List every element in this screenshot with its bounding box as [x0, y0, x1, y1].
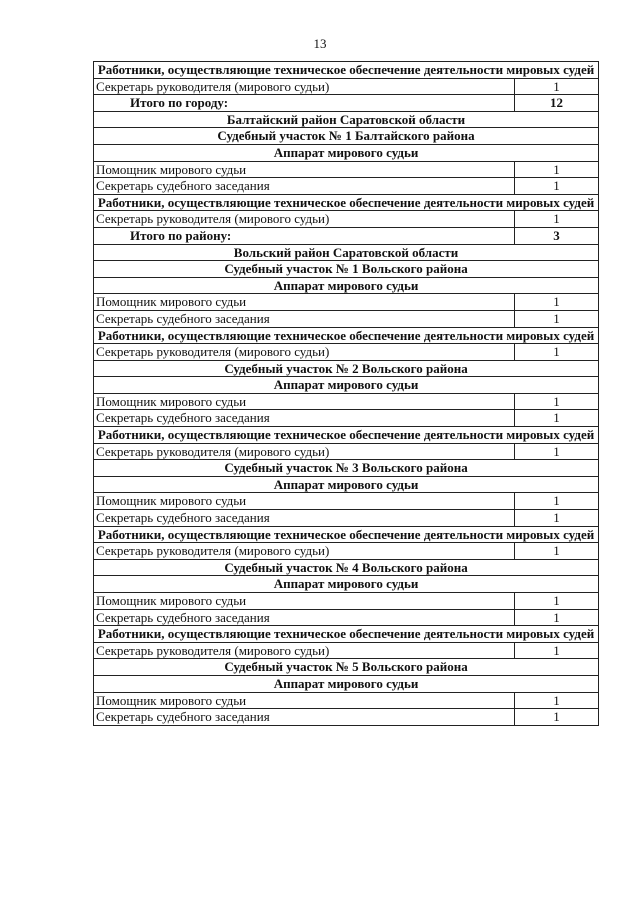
- section-header-row: [94, 427, 599, 444]
- section-header: Работники, осуществляющие техническое обеспечение деятельности мировых судей: [94, 526, 599, 543]
- position-count: 1: [515, 609, 599, 626]
- section-header-row: [94, 559, 599, 576]
- total-count: 3: [515, 227, 599, 244]
- section-header: Работники, осуществляющие техническое обеспечение деятельности мировых судей: [94, 427, 599, 444]
- position-name: Секретарь судебного заседания: [94, 510, 515, 527]
- section-header-row: [94, 128, 599, 145]
- position-name: Секретарь судебного заседания: [94, 609, 515, 626]
- table-row: [94, 344, 599, 361]
- position-count: 1: [515, 161, 599, 178]
- section-header: Работники, осуществляющие техническое обеспечение деятельности мировых судей: [94, 327, 599, 344]
- section-header: Судебный участок № 4 Вольского района: [94, 559, 599, 576]
- position-count: 1: [515, 493, 599, 510]
- section-header-row: [94, 327, 599, 344]
- table-row: [94, 692, 599, 709]
- staffing-table: [93, 61, 599, 726]
- section-header: Балтайский район Саратовской области: [94, 111, 599, 128]
- table-row: [94, 78, 599, 95]
- section-header-row: [94, 277, 599, 294]
- section-header: Судебный участок № 3 Вольского района: [94, 460, 599, 477]
- section-header-row: [94, 111, 599, 128]
- position-count: 1: [515, 443, 599, 460]
- position-name: Секретарь судебного заседания: [94, 709, 515, 726]
- position-count: 1: [515, 510, 599, 527]
- section-header: Вольский район Саратовской области: [94, 244, 599, 261]
- section-header-row: [94, 377, 599, 394]
- section-header: Судебный участок № 2 Вольского района: [94, 360, 599, 377]
- position-count: 1: [515, 593, 599, 610]
- section-header-row: [94, 526, 599, 543]
- section-header: Судебный участок № 5 Вольского района: [94, 659, 599, 676]
- section-header-row: [94, 194, 599, 211]
- section-header: Аппарат мирового судьи: [94, 576, 599, 593]
- table-row: [94, 294, 599, 311]
- table-row: [94, 310, 599, 327]
- table-row: [94, 593, 599, 610]
- table-row: [94, 493, 599, 510]
- total-row: [94, 227, 599, 244]
- section-header: Судебный участок № 1 Балтайского района: [94, 128, 599, 145]
- position-name: Помощник мирового судьи: [94, 294, 515, 311]
- total-label: Итого по городу:: [94, 95, 515, 112]
- table-row: [94, 543, 599, 560]
- position-count: 1: [515, 178, 599, 195]
- section-header-row: [94, 576, 599, 593]
- table-row: [94, 211, 599, 228]
- position-count: 1: [515, 310, 599, 327]
- table-row: [94, 609, 599, 626]
- section-header-row: [94, 144, 599, 161]
- table-row: [94, 410, 599, 427]
- position-count: 1: [515, 78, 599, 95]
- position-name: Помощник мирового судьи: [94, 593, 515, 610]
- position-name: Секретарь руководителя (мирового судьи): [94, 211, 515, 228]
- position-name: Помощник мирового судьи: [94, 493, 515, 510]
- total-label: Итого по району:: [94, 227, 515, 244]
- position-count: 1: [515, 344, 599, 361]
- section-header: Аппарат мирового судьи: [94, 675, 599, 692]
- table-row: [94, 178, 599, 195]
- position-name: Секретарь судебного заседания: [94, 310, 515, 327]
- section-header-row: [94, 62, 599, 79]
- position-name: Помощник мирового судьи: [94, 161, 515, 178]
- table-row: [94, 161, 599, 178]
- position-count: 1: [515, 393, 599, 410]
- position-count: 1: [515, 211, 599, 228]
- table-row: [94, 709, 599, 726]
- position-name: Секретарь судебного заседания: [94, 410, 515, 427]
- section-header-row: [94, 360, 599, 377]
- section-header: Аппарат мирового судьи: [94, 144, 599, 161]
- section-header: Аппарат мирового судьи: [94, 476, 599, 493]
- page-number: 13: [313, 36, 327, 51]
- position-name: Секретарь руководителя (мирового судьи): [94, 543, 515, 560]
- position-name: Секретарь руководителя (мирового судьи): [94, 78, 515, 95]
- position-name: Помощник мирового судьи: [94, 692, 515, 709]
- section-header: Судебный участок № 1 Вольского района: [94, 261, 599, 278]
- section-header: Аппарат мирового судьи: [94, 377, 599, 394]
- position-count: 1: [515, 543, 599, 560]
- position-count: 1: [515, 692, 599, 709]
- position-name: Секретарь судебного заседания: [94, 178, 515, 195]
- table-row: [94, 642, 599, 659]
- table-row: [94, 510, 599, 527]
- staffing-table-body: [94, 62, 599, 726]
- position-count: 1: [515, 410, 599, 427]
- total-row: [94, 95, 599, 112]
- table-row: [94, 393, 599, 410]
- section-header: Работники, осуществляющие техническое обеспечение деятельности мировых судей: [94, 62, 599, 79]
- section-header-row: [94, 476, 599, 493]
- position-count: 1: [515, 642, 599, 659]
- table-row: [94, 443, 599, 460]
- section-header-row: [94, 626, 599, 643]
- section-header-row: [94, 261, 599, 278]
- position-name: Секретарь руководителя (мирового судьи): [94, 642, 515, 659]
- section-header-row: [94, 244, 599, 261]
- position-name: Помощник мирового судьи: [94, 393, 515, 410]
- section-header-row: [94, 675, 599, 692]
- section-header: Работники, осуществляющие техническое обеспечение деятельности мировых судей: [94, 626, 599, 643]
- section-header-row: [94, 460, 599, 477]
- section-header: Работники, осуществляющие техническое обеспечение деятельности мировых судей: [94, 194, 599, 211]
- total-count: 12: [515, 95, 599, 112]
- section-header-row: [94, 659, 599, 676]
- section-header: Аппарат мирового судьи: [94, 277, 599, 294]
- position-count: 1: [515, 709, 599, 726]
- position-name: Секретарь руководителя (мирового судьи): [94, 443, 515, 460]
- position-count: 1: [515, 294, 599, 311]
- position-name: Секретарь руководителя (мирового судьи): [94, 344, 515, 361]
